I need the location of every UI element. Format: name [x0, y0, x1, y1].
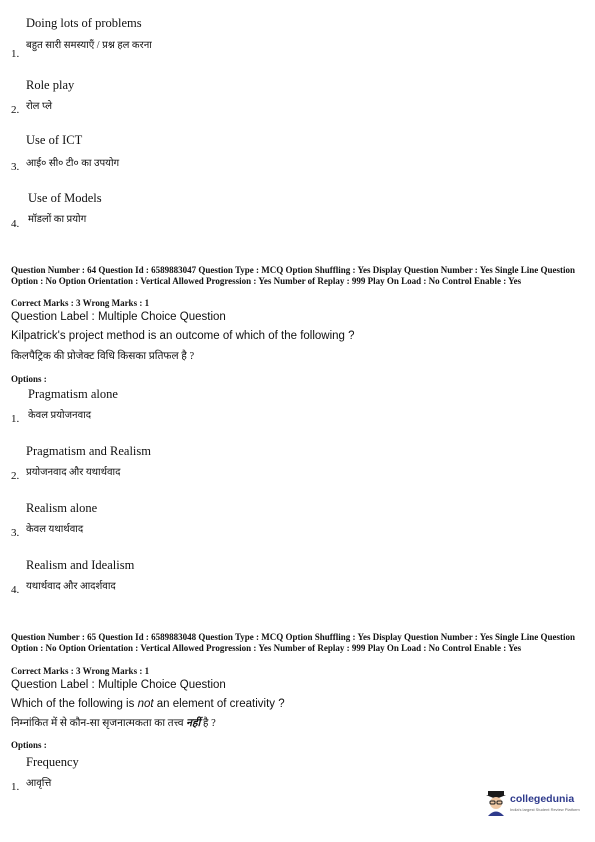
question-meta: Question Number : 64 Question Id : 6589883047 Question Type : MCQ Option Shuffling : Yes Display Question Number : Yes Single Line Question Option : No Option Orientation : Vertical Allowed Progression : Yes Number of Replay : 999 Play On Load : No Control Enable : Yes: [11, 265, 575, 286]
option-number: 2.: [11, 104, 20, 116]
question-marks: Correct Marks : 3 Wrong Marks : 1: [11, 666, 150, 676]
option-number: 2.: [11, 470, 20, 482]
option-text-hi: प्रयोजनवाद और यथार्थवाद: [26, 467, 121, 478]
option-number: 4.: [11, 218, 20, 230]
logo-tagline: India's largest Student Review Platform: [510, 807, 580, 812]
options-heading: Options :: [11, 374, 47, 384]
question-text-en: Kilpatrick's project method is an outcome of which of the following ?: [11, 330, 355, 342]
options-heading: Options :: [11, 740, 47, 750]
option-number: 3.: [11, 161, 20, 173]
question-meta: Question Number : 65 Question Id : 6589883048 Question Type : MCQ Option Shuffling : Yes Display Question Number : Yes Single Line Question Option : No Option Orientation : Vertical Allowed Progression : Yes Number of Replay : 999 Play On Load : No Control Enable : Yes: [11, 632, 575, 653]
option-text-hi: आई० सी० टी० का उपयोग: [26, 158, 120, 169]
question-text-hi-emphasis: नहीं: [186, 718, 201, 729]
question-text-en: [11, 698, 285, 710]
question-text-hi-part: निम्नांकित में से कौन-सा सृजनात्मकता का तत्त्व: [11, 718, 187, 729]
question-text-en-part: an element of creativity ?: [153, 698, 285, 710]
collegedunia-logo: [484, 790, 580, 820]
option-text-en: Frequency: [26, 755, 79, 769]
option-text-en: Realism and Idealism: [26, 558, 135, 572]
option-text-hi: बहुत सारी समस्याएँ / प्रश्न हल करना: [26, 40, 152, 51]
question-text-en-part: Which of the following is: [11, 698, 138, 710]
option-number: 3.: [11, 527, 20, 539]
option-text-hi: केवल यथार्थवाद: [26, 524, 84, 535]
option-text-en: Pragmatism and Realism: [26, 444, 151, 458]
option-number: 1.: [11, 781, 20, 793]
option-text-hi: यथार्थवाद और आदर्शवाद: [26, 581, 116, 592]
question-text-hi: किलपैट्रिक की प्रोजेक्ट विधि किसका प्रतिफल है ?: [11, 351, 195, 362]
option-text-hi: रोल प्ले: [26, 101, 52, 112]
option-text-en: Role play: [26, 78, 75, 92]
student-avatar-icon: [484, 790, 508, 816]
question-label: Question Label : Multiple Choice Question: [11, 311, 226, 323]
logo-name: collegedunia: [510, 793, 575, 805]
question-label: Question Label : Multiple Choice Question: [11, 679, 226, 691]
option-text-en: Doing lots of problems: [26, 16, 142, 30]
option-text-hi: मॉडलों का प्रयोग: [28, 214, 87, 225]
option-text-hi: आवृत्ति: [26, 778, 52, 789]
option-text-hi: केवल प्रयोजनवाद: [28, 410, 92, 421]
question-text-hi: [11, 716, 216, 730]
option-number: 1.: [11, 413, 20, 425]
option-text-en: Use of ICT: [26, 133, 83, 147]
option-text-en: Pragmatism alone: [28, 387, 118, 401]
option-number: 4.: [11, 584, 20, 596]
question-marks: Correct Marks : 3 Wrong Marks : 1: [11, 298, 150, 308]
option-text-en: Use of Models: [28, 191, 102, 205]
question-text-en-emphasis: not: [137, 698, 154, 710]
option-text-en: Realism alone: [26, 501, 98, 515]
option-number: 1.: [11, 48, 20, 60]
question-text-hi-part: है ?: [200, 718, 216, 729]
